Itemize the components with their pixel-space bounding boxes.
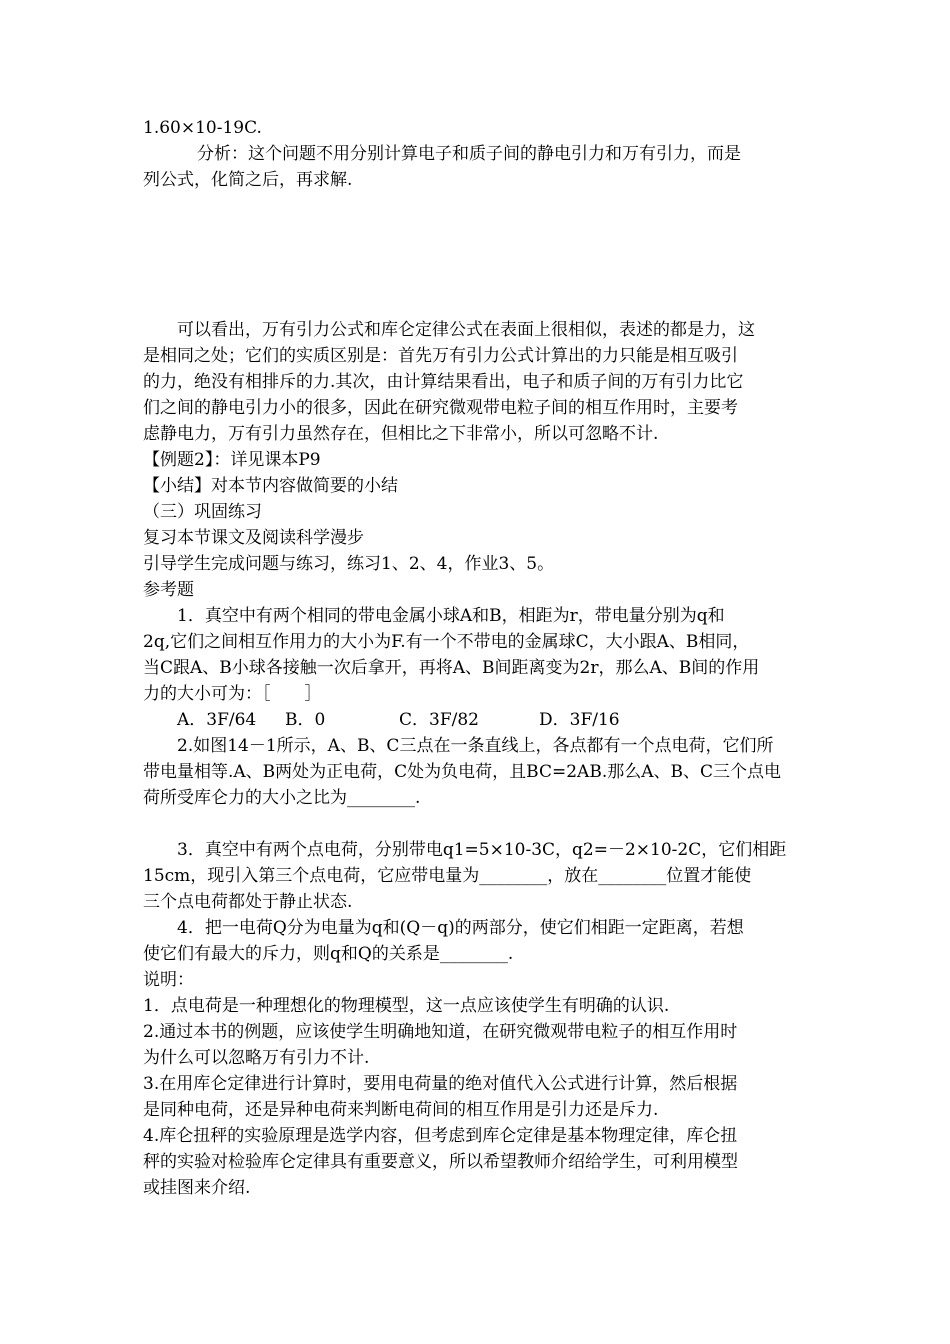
question-2-line: 荷所受库仑力的大小之比为________. <box>143 788 421 808</box>
document-page <box>143 115 813 1201</box>
guide-line: 引导学生完成问题与练习，练习1、2、4，作业3、5。 <box>143 554 555 574</box>
option-d: D．3F/16 <box>539 710 620 730</box>
conclusion-line: 可以看出，万有引力公式和库仑定律公式在表面上很相似，表述的都是力，这 <box>177 320 755 340</box>
option-a: A．3F/64 <box>177 710 257 730</box>
question-1-options <box>143 707 813 733</box>
summary-heading: 【小结】对本节内容做简要的小结 <box>143 476 398 496</box>
note-line: 1．点电荷是一种理想化的物理模型，这一点应该使学生有明确的认识. <box>143 996 670 1016</box>
reference-heading: 参考题 <box>143 580 194 600</box>
question-2-line: 2.如图14－1所示，A、B、C三点在一条直线上，各点都有一个点电荷，它们所 <box>177 736 774 756</box>
question-2-line: 带电量相等.A、B两处为正电荷，C处为负电荷，且BC=2AB.那么A、B、C三个点电 <box>143 762 782 782</box>
note-line: 为什么可以忽略万有引力不计. <box>143 1048 370 1068</box>
review-line: 复习本节课文及阅读科学漫步 <box>143 528 364 548</box>
question-1-line: 当C跟A、B小球各接触一次后拿开，再将A、B间距离变为2r，那么A、B间的作用 <box>143 658 760 678</box>
question-3-line: 15cm，现引入第三个点电荷，它应带电量为________，放在________位置才能使 <box>143 866 752 886</box>
conclusion-line: 们之间的静电引力小的很多，因此在研究微观带电粒子间的相互作用时，主要考 <box>143 398 738 418</box>
practice-heading: （三）巩固练习 <box>143 502 262 522</box>
option-c: C．3F/82 <box>399 710 479 730</box>
question-1-line: 1．真空中有两个相同的带电金属小球A和B，相距为r，带电量分别为q和 <box>177 606 725 626</box>
question-1-line: 力的大小可为：［ ］ <box>143 684 322 704</box>
conclusion-line: 是相同之处；它们的实质区别是：首先万有引力公式计算出的力只能是相互吸引 <box>143 346 738 366</box>
question-1-line: 2q,它们之间相互作用力的大小为F.有一个不带电的金属球C，大小跟A、B相同， <box>143 632 750 652</box>
note-line: 秤的实验对检验库仑定律具有重要意义，所以希望教师介绍给学生，可利用模型 <box>143 1152 738 1172</box>
question-3-line: 3．真空中有两个点电荷，分别带电q1=5×10-3C，q2=－2×10-2C，它们相距 <box>177 840 787 860</box>
example-heading: 【例题2】：详见课本P9 <box>143 450 321 470</box>
question-4-line: 4．把一电荷Q分为电量为q和(Q－q)的两部分，使它们相距一定距离，若想 <box>177 918 744 938</box>
note-line: 是同种电荷，还是异种电荷来判断电荷间的相互作用是引力还是斥力. <box>143 1100 659 1120</box>
conclusion-line: 的力，绝没有相排斥的力.其次，由计算结果看出，电子和质子间的万有引力比它 <box>143 372 744 392</box>
question-3-line: 三个点电荷都处于静止状态. <box>143 892 353 912</box>
conclusion-line: 虑静电力，万有引力虽然存在，但相比之下非常小，所以可忽略不计. <box>143 424 659 444</box>
charge-value-line: 1.60×10-19C. <box>143 118 262 138</box>
note-line: 2.通过本书的例题，应该使学生明确地知道，在研究微观带电粒子的相互作用时 <box>143 1022 738 1042</box>
blank-space <box>143 811 813 837</box>
question-4-line: 使它们有最大的斥力，则q和Q的关系是________. <box>143 944 514 964</box>
option-b: B．0 <box>285 710 326 730</box>
note-line: 4.库仑扭秤的实验原理是选学内容，但考虑到库仑定律是基本物理定律，库仑扭 <box>143 1126 738 1146</box>
note-line: 或挂图来介绍. <box>143 1178 251 1198</box>
note-line: 3.在用库仑定律进行计算时，要用电荷量的绝对值代入公式进行计算，然后根据 <box>143 1074 738 1094</box>
analysis-line: 分析：这个问题不用分别计算电子和质子间的静电引力和万有引力，而是 <box>197 144 741 164</box>
analysis-line: 列公式，化简之后，再求解. <box>143 170 353 190</box>
notes-heading: 说明： <box>143 970 194 990</box>
blank-space <box>143 193 813 317</box>
